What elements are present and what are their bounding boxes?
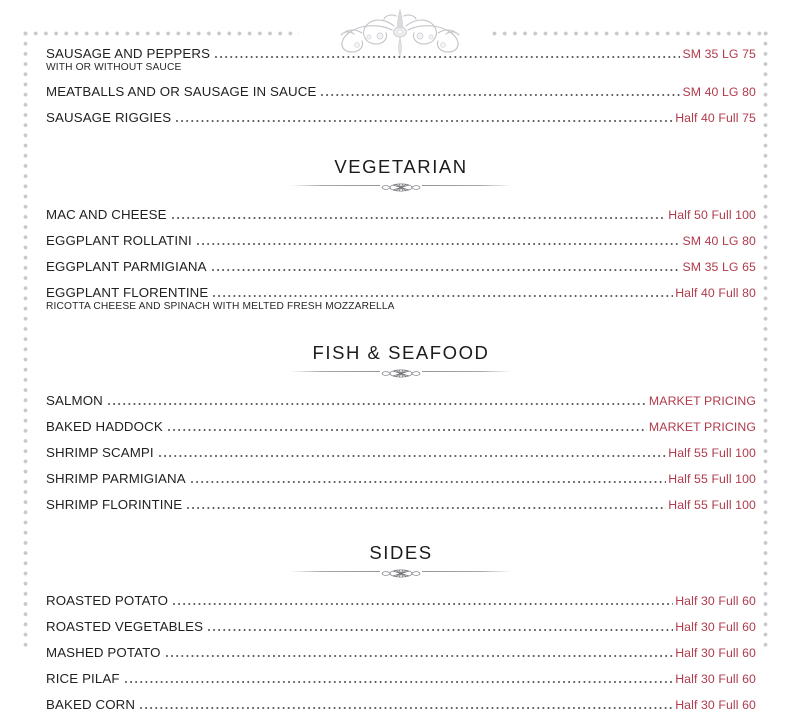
leader-dots bbox=[166, 647, 674, 660]
menu-item-row[interactable] bbox=[46, 110, 756, 125]
menu-item-row[interactable] bbox=[46, 393, 756, 408]
section-spacer bbox=[46, 125, 756, 156]
menu-item-name: EGGPLANT FLORENTINE bbox=[46, 285, 209, 300]
menu-item-name: EGGPLANT PARMIGIANA bbox=[46, 259, 207, 274]
section-heading bbox=[46, 342, 756, 377]
menu-item-price: Half 30 Full 60 bbox=[675, 646, 756, 660]
leader-dots bbox=[172, 209, 667, 222]
leader-dots bbox=[125, 673, 674, 686]
leader-dots bbox=[168, 421, 647, 434]
item-spacer bbox=[46, 608, 756, 619]
menu-item-name: MAC AND CHEESE bbox=[46, 207, 167, 222]
menu-item-description: RICOTTA CHEESE AND SPINACH WITH MELTED FRESH MOZZARELLA bbox=[46, 301, 395, 312]
menu-item-price: SM 40 LG 80 bbox=[682, 234, 756, 248]
section-title: SIDES bbox=[369, 542, 433, 563]
menu-item-description: WITH OR WITHOUT SAUCE bbox=[46, 62, 182, 73]
item-spacer bbox=[46, 686, 756, 697]
menu-item-row[interactable] bbox=[46, 697, 756, 712]
braid-ornament-icon bbox=[380, 180, 422, 191]
menu-item-name: EGGPLANT ROLLATINI bbox=[46, 233, 192, 248]
menu-item-row[interactable] bbox=[46, 445, 756, 460]
leader-dots bbox=[191, 473, 667, 486]
menu-item-price: Half 55 Full 100 bbox=[668, 446, 756, 460]
border-dots-top-left bbox=[23, 31, 299, 36]
heading-spacer bbox=[46, 191, 756, 207]
menu-item-price: MARKET PRICING bbox=[648, 394, 756, 408]
menu-item-price: Half 50 Full 100 bbox=[668, 208, 756, 222]
menu-item-price: SM 35 LG 75 bbox=[682, 47, 756, 61]
braid-ornament-icon bbox=[380, 366, 422, 377]
border-dots-top-right bbox=[492, 31, 768, 36]
menu-item-row[interactable] bbox=[46, 419, 756, 434]
menu-item-price: Half 55 Full 100 bbox=[668, 472, 756, 486]
border-dots-right bbox=[763, 31, 768, 649]
menu-item-row[interactable] bbox=[46, 645, 756, 660]
item-spacer bbox=[46, 222, 756, 233]
item-spacer bbox=[46, 660, 756, 671]
menu-item-price: Half 30 Full 60 bbox=[675, 620, 756, 634]
item-spacer bbox=[46, 434, 756, 445]
section-spacer bbox=[46, 312, 756, 342]
border-dots-left bbox=[23, 31, 28, 649]
menu-item-row[interactable] bbox=[46, 619, 756, 634]
menu-item-row[interactable] bbox=[46, 285, 756, 300]
menu-item-row[interactable] bbox=[46, 471, 756, 486]
section-divider bbox=[290, 180, 512, 191]
menu-item-row[interactable] bbox=[46, 593, 756, 608]
menu-item-price: Half 40 Full 75 bbox=[675, 111, 756, 125]
menu-item-name: ROASTED POTATO bbox=[46, 593, 169, 608]
leader-dots bbox=[213, 287, 673, 300]
section-divider bbox=[290, 366, 512, 377]
menu-item-row[interactable] bbox=[46, 497, 756, 512]
item-spacer bbox=[46, 486, 756, 497]
menu-item-name: SAUSAGE AND PEPPERS bbox=[46, 46, 211, 61]
leader-dots bbox=[108, 395, 647, 408]
item-spacer bbox=[46, 99, 756, 110]
leader-dots bbox=[208, 621, 673, 634]
leader-dots bbox=[197, 235, 681, 248]
menu-item-row[interactable] bbox=[46, 46, 756, 61]
item-spacer bbox=[46, 248, 756, 259]
leader-dots bbox=[176, 112, 673, 125]
menu-item-row[interactable] bbox=[46, 671, 756, 686]
section-heading bbox=[46, 156, 756, 191]
menu-item-name: BAKED HADDOCK bbox=[46, 419, 163, 434]
leader-dots bbox=[215, 48, 680, 61]
leader-dots bbox=[212, 261, 681, 274]
item-spacer bbox=[46, 634, 756, 645]
menu-item-price: SM 40 LG 80 bbox=[682, 85, 756, 99]
section-spacer bbox=[46, 512, 756, 542]
menu-item-price: MARKET PRICING bbox=[648, 420, 756, 434]
leader-dots bbox=[140, 699, 673, 712]
item-spacer bbox=[46, 274, 756, 285]
braid-ornament-icon bbox=[380, 566, 422, 577]
menu-item-row[interactable] bbox=[46, 259, 756, 274]
leader-dots bbox=[187, 499, 666, 512]
menu-item-name: MASHED POTATO bbox=[46, 645, 161, 660]
menu-content bbox=[46, 46, 756, 712]
leader-dots bbox=[173, 595, 673, 608]
section-heading bbox=[46, 542, 756, 577]
menu-item-name: MEATBALLS AND OR SAUSAGE IN SAUCE bbox=[46, 84, 317, 99]
item-spacer bbox=[46, 408, 756, 419]
leader-dots bbox=[159, 447, 667, 460]
menu-item-name: RICE PILAF bbox=[46, 671, 120, 686]
menu-item-price: Half 55 Full 100 bbox=[668, 498, 756, 512]
menu-item-name: BAKED CORN bbox=[46, 697, 136, 712]
menu-item-price: Half 40 Full 80 bbox=[675, 286, 756, 300]
item-spacer bbox=[46, 73, 756, 84]
menu-item-price: SM 35 LG 65 bbox=[682, 260, 756, 274]
menu-item-name: ROASTED VEGETABLES bbox=[46, 619, 204, 634]
section-title: FISH & SEAFOOD bbox=[312, 342, 490, 363]
menu-item-price: Half 30 Full 60 bbox=[675, 594, 756, 608]
heading-spacer bbox=[46, 377, 756, 393]
menu-item-row[interactable] bbox=[46, 207, 756, 222]
menu-item-price: Half 30 Full 60 bbox=[675, 672, 756, 686]
item-spacer bbox=[46, 460, 756, 471]
menu-item-name: SHRIMP SCAMPI bbox=[46, 445, 154, 460]
menu-item-name: SHRIMP PARMIGIANA bbox=[46, 471, 186, 486]
menu-item-row[interactable] bbox=[46, 233, 756, 248]
menu-item-name: SAUSAGE RIGGIES bbox=[46, 110, 172, 125]
heading-spacer bbox=[46, 577, 756, 593]
menu-item-name: SALMON bbox=[46, 393, 103, 408]
menu-item-name: SHRIMP FLORINTINE bbox=[46, 497, 183, 512]
section-divider bbox=[290, 566, 512, 577]
section-title: VEGETARIAN bbox=[334, 156, 468, 177]
menu-item-row[interactable] bbox=[46, 84, 756, 99]
leader-dots bbox=[321, 86, 680, 99]
menu-item-price: Half 30 Full 60 bbox=[675, 698, 756, 712]
